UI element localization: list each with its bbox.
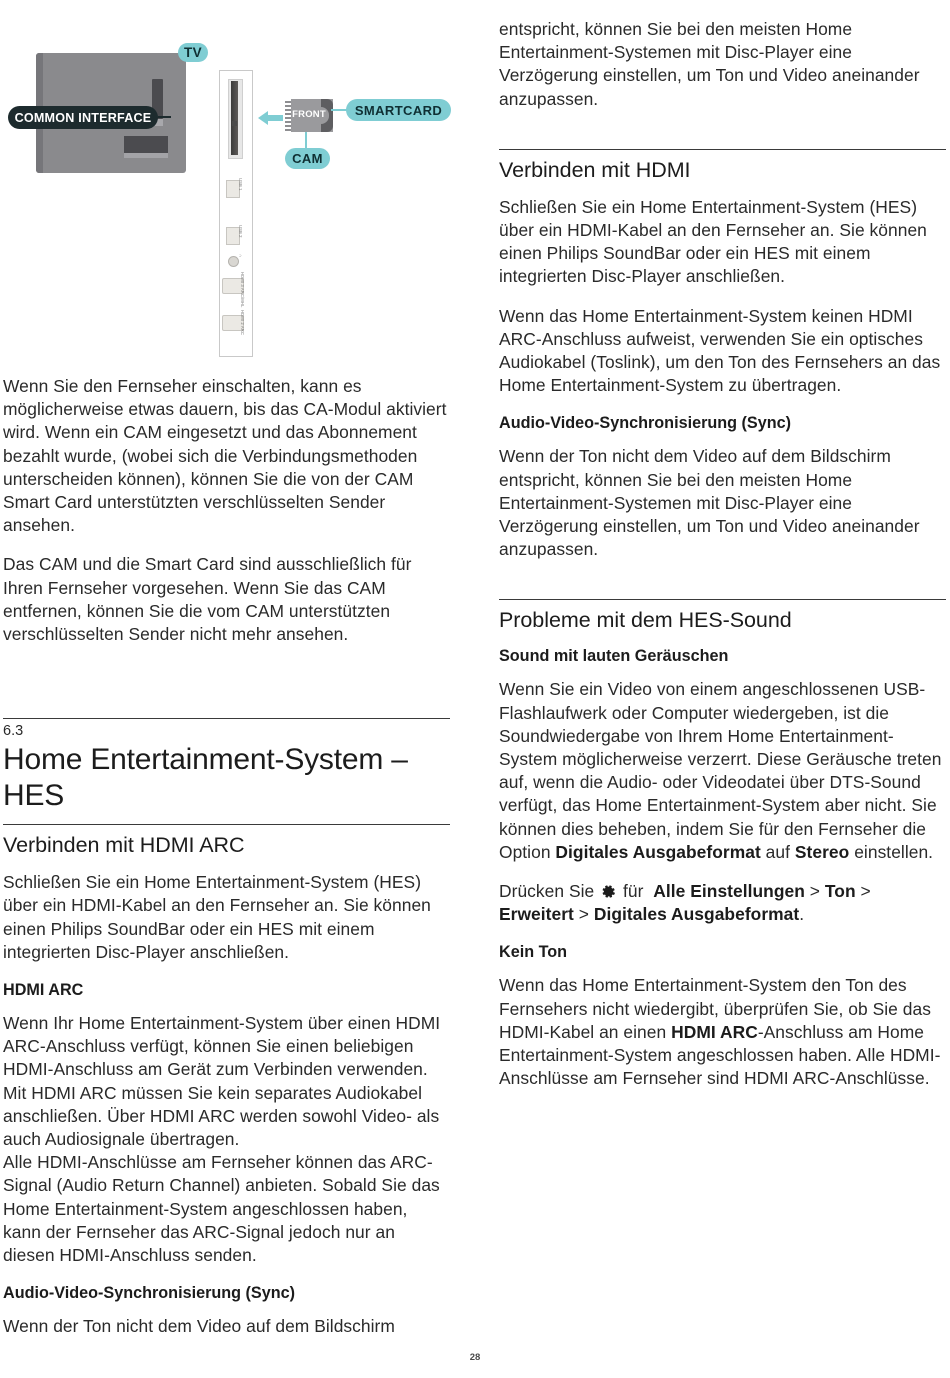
hdmi-arc-paragraph-2: Alle HDMI-Anschlüsse am Fernseher können das ARC-Signal (Audio Return Channel) anbieten. Sobald Sie das Home Entertainment-System angeschlossen haben, kann der Fernseher das ARC-Signal jedoch nur an diesen HDMI-Anschluss senden. [3, 1152, 440, 1266]
menu-path-end: . [799, 904, 805, 925]
common-interface-label: COMMON INTERFACE [8, 106, 158, 129]
cam-activation-paragraph: Wenn Sie den Fernseher einschalten, kann es möglicherweise etwas dauern, bis das CA-Modul aktiviert wird. Wenn ein CAM eingesetzt und das Abonnement bezahlt wurde, (wobei sich die Verbindungsmethoden unterscheiden können), können Sie die von der CAM Smart Card unterstützten verschlüsselten Sender ansehen. [3, 376, 447, 536]
no-sound-text-2: -Anschluss am Home Entertainment-System angeschlossen haben. Alle HDMI-Anschlüsse am Fernseher sind HDMI ARC-Anschlüsse. [499, 1021, 941, 1089]
subheading-loud-noise: Sound mit lauten Geräuschen [499, 647, 729, 666]
menu-path-paragraph [499, 880, 946, 926]
audio-video-sync-paragraph-right: Wenn der Ton nicht dem Video auf dem Bildschirm entspricht, können Sie bei den meisten Home Entertainment-Systemen mit Disc-Player eine Verzögerung einstellen, um Ton und Video aneinander anzupassen. [499, 446, 920, 560]
audio-video-sync-paragraph-start: Wenn der Ton nicht dem Video auf dem Bildschirm [3, 1316, 395, 1337]
page-number: 28 [469, 1352, 481, 1363]
hdmi-paragraph-1: Schließen Sie ein Home Entertainment-System (HES) über ein HDMI-Kabel an den Fernseher an. Sie können einen Philips SoundBar oder ein HES mit einem integrierten Disc-Player anschließen. [499, 196, 927, 287]
subheading-audio-video-sync-right: Audio-Video-Synchronisierung (Sync) [499, 414, 791, 433]
menu-item-alle-einstellungen: Alle Einstellungen [653, 881, 805, 902]
subheading-audio-video-sync: Audio-Video-Synchronisierung (Sync) [3, 1284, 295, 1303]
menu-item-ton: Ton [824, 881, 856, 902]
section-heading-hdmi: Verbinden mit HDMI [499, 157, 691, 182]
smartcard-badge: SMARTCARD [346, 99, 451, 121]
section-heading-hdmi-arc: Verbinden mit HDMI ARC [3, 833, 245, 858]
menu-path-separator-2: > [855, 881, 871, 902]
section-divider-hdmi [499, 149, 946, 150]
no-sound-text-1: Wenn das Home Entertainment-System den Ton des Fernsehers nicht wiedergibt, überprüfen Sie, ob Sie das HDMI-Kabel an einen [499, 975, 931, 1042]
menu-path-separator-3: > [573, 904, 594, 925]
loud-noise-paragraph [499, 678, 946, 864]
hdmi-arc-connector-term: HDMI ARC [671, 1021, 758, 1042]
hdmi-paragraph-2: Wenn das Home Entertainment-System keinen HDMI ARC-Anschluss aufweist, verwenden Sie ein optisches Audiokabel (Toslink), um den Ton des Fernsehers an das Home Entertainment-System zu übertragen. [499, 305, 941, 396]
usb-2-port-label: USB 2 [238, 225, 243, 238]
hdmi-2-arc-port-label: HDMI 2 ARC [240, 310, 245, 335]
menu-item-digitales-ausgabeformat: Digitales Ausgabeformat [593, 904, 800, 925]
hdmi-arc-paragraph-1: Wenn Ihr Home Entertainment-System über einen HDMI ARC-Anschluss verfügt, können Sie einen beliebigen HDMI-Anschluss am Gerät zum Verbinden verwenden. Mit HDMI ARC müssen Sie kein separates Audiokabel anschließen. Über HDMI ARC werden sowohl Video- als auch Audiosignale übertragen. [3, 1013, 441, 1150]
menu-path-middle: für [618, 881, 649, 902]
right-column [499, 0, 946, 1107]
no-sound-paragraph [499, 974, 946, 1090]
tv-badge: TV [178, 43, 208, 62]
hdmi-arc-intro-paragraph: Schließen Sie ein Home Entertainment-System (HES) über ein HDMI-Kabel an den Fernseher an. Sie können einen Philips SoundBar oder ein HES mit einem integrierten Disc-Player anschließen. [3, 872, 431, 962]
chapter-divider [3, 718, 450, 719]
continued-sync-paragraph: entspricht, können Sie bei den meisten Home Entertainment-Systemen mit Disc-Player eine Verzögerung einstellen, um Ton und Video aneinander anzupassen. [499, 19, 920, 109]
digital-output-format-option: Digitales Ausgabeformat [555, 841, 761, 862]
chapter-title: Home Entertainment-System – HES [3, 743, 408, 813]
hdmi-3-arc-mhl-port-label: HDMI 3 ARC/MHL [240, 272, 245, 308]
section-divider-problems [499, 599, 946, 600]
loud-noise-text-2: auf [760, 841, 795, 862]
menu-path-prefix: Drücken Sie [499, 881, 600, 902]
loud-noise-text-1: Wenn Sie ein Video von einem angeschlossenen USB-Flashlaufwerk oder Computer wiedergeben, ist die Soundwiedergabe von Ihrem Home Entertainment-System möglicherweise verzerrt. Diese Geräusche treten auf, wenn die Audio- oder Videodatei über DTS-Sound verfügt, das Home Entertainment-System aber nicht. Sie können dies beheben, indem Sie für den Fernseher die Option [499, 679, 942, 862]
subheading-no-sound: Kein Ton [499, 943, 568, 962]
headphone-jack-port-label: ∩ [238, 254, 243, 258]
left-column [3, 0, 450, 1354]
section-heading-hes-sound-problems: Probleme mit dem HES-Sound [499, 608, 792, 633]
section-divider-hdmi-arc [3, 824, 450, 825]
chapter-number: 6.3 [3, 723, 24, 740]
menu-path-separator-1: > [804, 881, 825, 902]
subheading-hdmi-arc: HDMI ARC [3, 981, 84, 1000]
cam-smartcard-paragraph: Das CAM und die Smart Card sind ausschließlich für Ihren Fernseher vorgesehen. Wenn Sie das CAM entfernen, können Sie die vom CAM unterstützten verschlüsselten Sender nicht mehr ansehen. [3, 554, 412, 645]
usb-1-port-label: USB 1 [238, 178, 243, 191]
menu-item-erweitert: Erweitert [499, 904, 574, 925]
stereo-option: Stereo [794, 841, 850, 862]
loud-noise-text-3: einstellen. [849, 841, 934, 862]
cam-front-label: FRONT [292, 109, 326, 120]
gear-icon [601, 882, 616, 897]
cam-badge: CAM [285, 148, 330, 169]
